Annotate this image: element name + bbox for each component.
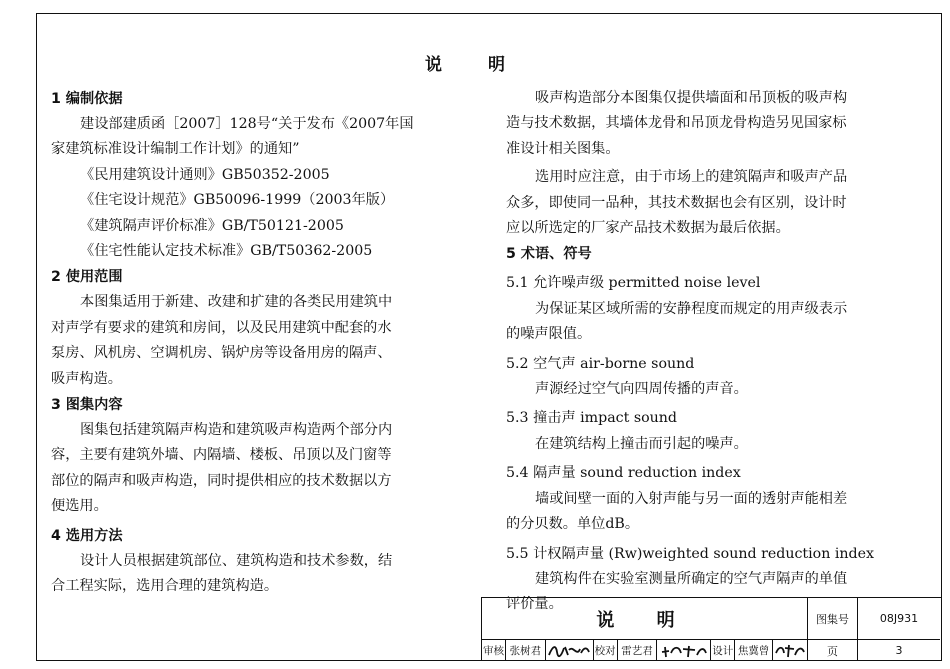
s1-ref-1: 《民用建筑设计通则》GB50352-2005 xyxy=(80,166,330,183)
p2-line-1: 选用时应注意，由于市场上的建筑隔声和吸声产品 xyxy=(535,169,848,186)
s4-line-2: 合工程实际，选用合理的建筑构造。 xyxy=(51,578,279,595)
s1-ref-2: 《住宅设计规范》GB50096-1999（2003年版） xyxy=(80,192,395,209)
left-column xyxy=(51,86,454,600)
s2-line-3: 泵房、风机房、空调机房、锅炉房等设备用房的隔声、 xyxy=(51,345,392,362)
s1-line-1: 建设部建质函［2007］128号“关于发布《2007年国 xyxy=(80,116,414,132)
section-2-heading: 2 使用范围 xyxy=(51,269,123,286)
term-5-1-title: 5.1 允许噪声级 permitted noise level xyxy=(506,275,761,292)
s1-ref-4: 《住宅性能认定技术标准》GB/T50362-2005 xyxy=(80,243,373,260)
term-5-5-title: 5.5 计权隔声量 (Rw)weighted sound reduction index xyxy=(506,545,875,562)
term-5-3-title: 5.3 撞击声 impact sound xyxy=(506,410,678,427)
p1-line-3: 准设计相关图集。 xyxy=(506,140,620,157)
term-5-1-line-1: 为保证某区域所需的安静程度而规定的用声级表示 xyxy=(535,300,848,317)
s3-line-1: 图集包括建筑隔声构造和建筑吸声构造两个部分内 xyxy=(80,422,393,439)
s2-line-1: 本图集适用于新建、改建和扩建的各类民用建筑中 xyxy=(80,294,393,311)
review-label: 审核 xyxy=(482,640,506,661)
section-3-heading: 3 图集内容 xyxy=(51,397,123,414)
term-5-4-title: 5.4 隔声量 sound reduction index xyxy=(506,465,741,482)
title-block-name: 说 明 xyxy=(482,598,808,640)
atlas-number-value: 08J931 xyxy=(858,598,940,640)
s3-line-4: 便选用。 xyxy=(51,498,108,515)
term-5-5-line-1: 建筑构件在实验室测量所确定的空气声隔声的单值 xyxy=(535,570,848,587)
design-label: 设计 xyxy=(711,640,735,661)
s3-line-2: 容，主要有建筑外墙、内隔墙、楼板、吊顶以及门窗等 xyxy=(51,447,392,464)
designer-name: 焦冀曾 xyxy=(735,640,773,661)
page-label: 页 xyxy=(808,640,858,661)
signature-row xyxy=(482,640,808,661)
s2-line-4: 吸声构造。 xyxy=(51,370,122,387)
p1-line-1: 吸声构造部分本图集仅提供墙面和吊顶板的吸声构 xyxy=(535,90,848,106)
term-5-3-line-1: 在建筑结构上撞击而引起的噪声。 xyxy=(535,435,748,452)
checker-name: 雷艺君 xyxy=(618,640,658,661)
section-1-heading: 1 编制依据 xyxy=(51,91,123,107)
s1-ref-3: 《建筑隔声评价标准》GB/T50121-2005 xyxy=(80,217,344,234)
s4-line-1: 设计人员根据建筑部位、建筑构造和技术参数，结 xyxy=(80,552,393,569)
p2-line-2: 众多，即使同一品种，其技术数据也会有区别，设计时 xyxy=(506,194,847,211)
p2-line-3: 应以所选定的厂家产品技术数据为最后依据。 xyxy=(506,220,790,237)
term-5-4-line-2: 的分贝数。单位dB。 xyxy=(506,516,640,533)
title-block xyxy=(481,597,942,661)
check-label: 校对 xyxy=(594,640,618,661)
designer-signature xyxy=(773,640,807,661)
term-5-5-line-2: 评价量。 xyxy=(506,596,563,613)
reviewer-name: 张树君 xyxy=(506,640,546,661)
page-number: 3 xyxy=(895,644,903,657)
s1-line-2: 家建筑标准设计编制工作计划》的通知” xyxy=(51,141,300,158)
s3-line-3: 部位的隔声和吸声构造，同时提供相应的技术数据以方 xyxy=(51,472,392,489)
term-5-2-line-1: 声源经过空气向四周传播的声音。 xyxy=(535,381,748,398)
reviewer-signature xyxy=(546,640,594,661)
s2-line-2: 对声学有要求的建筑和房间，以及民用建筑中配套的水 xyxy=(51,319,392,336)
checker-signature xyxy=(657,640,711,661)
atlas-number-label: 图集号 xyxy=(808,598,858,640)
right-column xyxy=(506,86,907,618)
section-4-heading: 4 选用方法 xyxy=(51,527,123,544)
term-5-4-line-1: 墙或间壁一面的入射声能与另一面的透射声能相差 xyxy=(535,490,848,507)
term-5-2-title: 5.2 空气声 air-borne sound xyxy=(506,355,695,372)
term-5-1-line-2: 的噪声限值。 xyxy=(506,326,592,343)
p1-line-2: 造与技术数据，其墙体龙骨和吊顶龙骨构造另见国家标 xyxy=(506,115,847,132)
section-5-heading: 5 术语、符号 xyxy=(506,246,592,263)
page-title: 说 明 xyxy=(425,55,525,75)
